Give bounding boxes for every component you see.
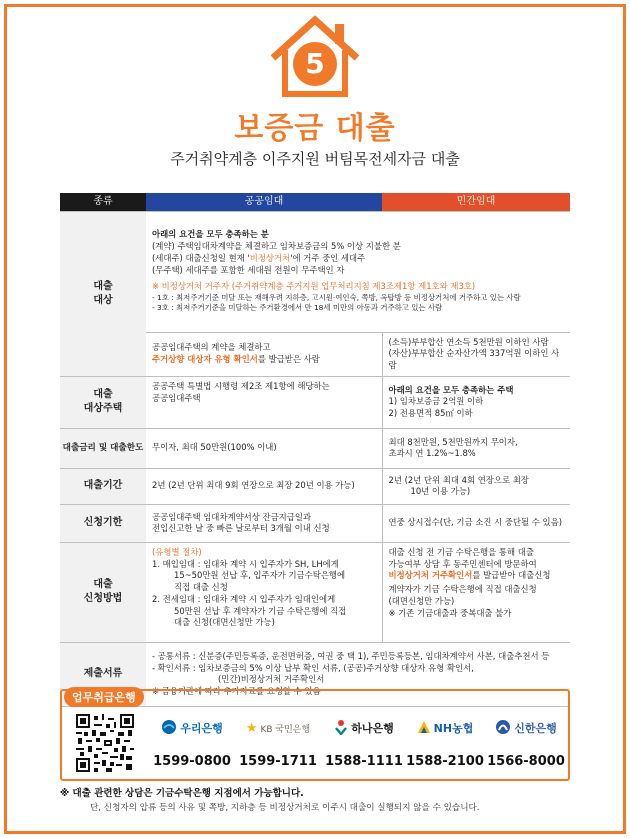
limit-private: 최대 8천만원, 5천만원까지 무이자, 초과시 연 1.2%~1.8% — [382, 428, 570, 468]
method-private-4: 계약자가 기금 수탁은행에 직접 대출신청 — [388, 584, 537, 595]
header-public: 공공임대 — [146, 193, 382, 211]
house-private-2: 2) 전용면적 85㎡ 이하 — [388, 408, 473, 419]
method-public-heading: (유형별 절차) — [152, 546, 202, 557]
house-private-1: 1) 임차보증금 2억원 이하 — [388, 396, 484, 407]
bank-phone: 1588-2100 — [406, 754, 484, 769]
row-label-method: 대출 신청방법 — [60, 542, 146, 642]
method-public-2b: 50만원 선납 후 계약자가 기금 수탁은행에 직접 — [174, 605, 347, 616]
docs-common: - 공통서류 : 신분증(주민등록증, 운전면허증, 여권 중 택 1), 주민등록등본, 임대차계약서 사본, 대출추천서 등 — [152, 650, 550, 661]
period-private-1: 2년 (2년 단위 최대 4회 연장으로 최장 — [388, 474, 529, 485]
bank-phone: 1588-1111 — [325, 754, 403, 769]
house-public: 공공주택 특별법 시행령 제2조 제1항에 해당하는 공공임대주택 — [146, 376, 382, 428]
bank-nh[interactable] — [403, 718, 487, 769]
method-private-6: ※ 기존 기금대출과 중복대출 불가 — [388, 607, 512, 618]
bank-name: 신한은행 — [514, 722, 557, 735]
target-public-line-1: 공공임대주택의 계약을 체결하고 — [152, 342, 271, 353]
qr-code-icon[interactable] — [76, 714, 134, 772]
target-public-line-2: 주거상향 대상자 유형 확인서를 발급받은 사람 — [152, 354, 320, 365]
target-line-nohouse: (무주택) 세대주를 포함한 세대원 전원이 무주택인 자 — [152, 264, 345, 275]
loan-info-table — [60, 193, 570, 707]
bank-woori[interactable] — [150, 718, 234, 769]
target-private-assets: (자산)부부합산 순자산가액 337억원 이하인 사람 — [388, 348, 560, 371]
row-deadline — [60, 504, 570, 542]
row-period — [60, 468, 570, 504]
bank-name: NH농협 — [433, 722, 474, 735]
kb-star-icon: ★ — [245, 720, 258, 736]
docs-note: ※ 금융기관에 따라 추가자료를 요청할 수 있음 — [152, 686, 321, 697]
header-kind: 종류 — [60, 193, 146, 211]
docs-confirm: - 확인서류 : 임차보증금의 5% 이상 납부 확인 서류, (공공)주거상향 대상자 유형 확인서, — [152, 662, 474, 673]
method-private-1: 대출 신청 전 기금 수탁은행을 통해 대출 — [388, 546, 534, 557]
shinhan-logo-icon — [495, 719, 511, 738]
row-method — [60, 542, 570, 642]
page-title: 보증금 대출 — [234, 111, 396, 146]
docs-confirm-2: (민간)비정상거처 거주확인서 — [218, 674, 325, 685]
method-public-1: 1. 매입임대 : 임대차 계약 시 입주자가 SH, LH에게 — [152, 558, 339, 569]
bank-phone: 1566-8000 — [487, 754, 565, 769]
target-private-income: (소득)부부합산 연소득 5천만원 이하인 사람 — [388, 336, 549, 347]
period-public: 2년 (2년 단위 최대 9회 연장으로 최장 20년 이용 가능) — [146, 468, 382, 504]
target-note-2: - 3호 : 최저주거기준을 미달하는 주거환경에서 만 18세 미만의 아동과 거주하고 있는 사람 — [152, 303, 443, 313]
house-private-heading: 아래의 요건을 모두 충족하는 주택 — [388, 384, 514, 395]
bank-name: KB 국민은행 — [260, 724, 311, 735]
target-line-householder: (세대주) 대출신청일 현재 '비정상거처'에 거주 중인 세대주 — [152, 252, 366, 263]
row-label-house: 대출 대상주택 — [60, 376, 146, 428]
deadline-private: 연중 상시접수(단, 기금 소진 시 중단될 수 있음) — [382, 504, 570, 542]
method-public-2c: 대출 신청(대면신청만 가능) — [174, 617, 275, 628]
row-label-limit: 대출금리 및 대출한도 — [60, 428, 146, 468]
bank-box-tag: 업무취급은행 — [64, 687, 144, 707]
target-heading: 아래의 요건을 모두 충족하는 분 — [152, 229, 269, 240]
method-public-1c: 직접 대출 신청 — [174, 582, 228, 593]
row-limit — [60, 428, 570, 468]
deadline-public: 공공임대주택 임대차계약서상 잔금지급일과 전입신고한 날 중 빠른 날로부터 3개월 이내 신청 — [146, 504, 382, 542]
bank-phone: 1599-0800 — [153, 754, 231, 769]
period-private-2: 10년 이용 가능) — [410, 486, 471, 497]
bank-name: 하나은행 — [351, 722, 394, 735]
row-target-common — [60, 211, 570, 332]
row-label-deadline: 신청기한 — [60, 504, 146, 542]
row-house — [60, 376, 570, 428]
section-number-badge: 5 — [293, 42, 337, 86]
bank-shinhan[interactable] — [484, 718, 568, 769]
target-line-contract: (계약) 주택임대차계약을 체결하고 임차보증금의 5% 이상 지불한 분 — [152, 240, 401, 251]
method-public-2: 2. 전세임대 : 임대차 계약 시 입주자가 임대인에게 — [152, 593, 336, 604]
table-header-row — [60, 193, 570, 211]
method-private-5: (대면신청만 가능) — [388, 595, 455, 606]
footer-note-1: ※ 대출 관련한 상담은 기금수탁은행 지점에서 가능합니다. — [60, 788, 304, 799]
method-private-2: 가능여부 상담 후 동주민센터에 방문하여 — [388, 558, 537, 569]
bank-kb[interactable] — [236, 718, 320, 769]
row-label-target: 대출 대상 — [60, 211, 146, 376]
woori-logo-icon — [161, 719, 177, 738]
limit-public: 무이자, 최대 50만원(100% 이내) — [146, 428, 382, 468]
bank-phone: 1599-1711 — [239, 754, 317, 769]
header-private: 민간임대 — [382, 193, 570, 211]
target-note: ※ 비정상거처 거주자 (주거취약계층 주거지원 업무처리지침 제3조제1항 제1호와 제3호) — [152, 281, 476, 292]
nh-logo-icon — [417, 720, 431, 737]
row-label-docs: 제출서류 — [60, 642, 146, 706]
page-subtitle: 주거취약계층 이주지원 버팀목전세자금 대출 — [170, 150, 460, 168]
hana-logo-icon — [334, 719, 348, 738]
bank-hana[interactable] — [322, 718, 406, 769]
target-note-1: - 1호 : 최저주거기준 미달 또는 재해우려 지하층, 고시원·여인숙, 쪽방, 옥탑방 등 비정상거처에 거주하고 있는 사람 — [152, 293, 521, 303]
method-public-1b: 15~50만원 선납 후, 입주자가 기금수탁은행에 — [174, 570, 346, 581]
bank-name: 우리은행 — [180, 722, 223, 735]
footer-note-2: 단, 신청자의 압류 등의 사유 및 쪽방, 지하층 등 비정상거처로 이주시 대출이 실행되지 않을 수 있습니다. — [90, 803, 480, 813]
method-private-3: 비정상거처 거주확인서를 발급받아 대출신청 — [388, 570, 551, 581]
row-label-period: 대출기간 — [60, 468, 146, 504]
